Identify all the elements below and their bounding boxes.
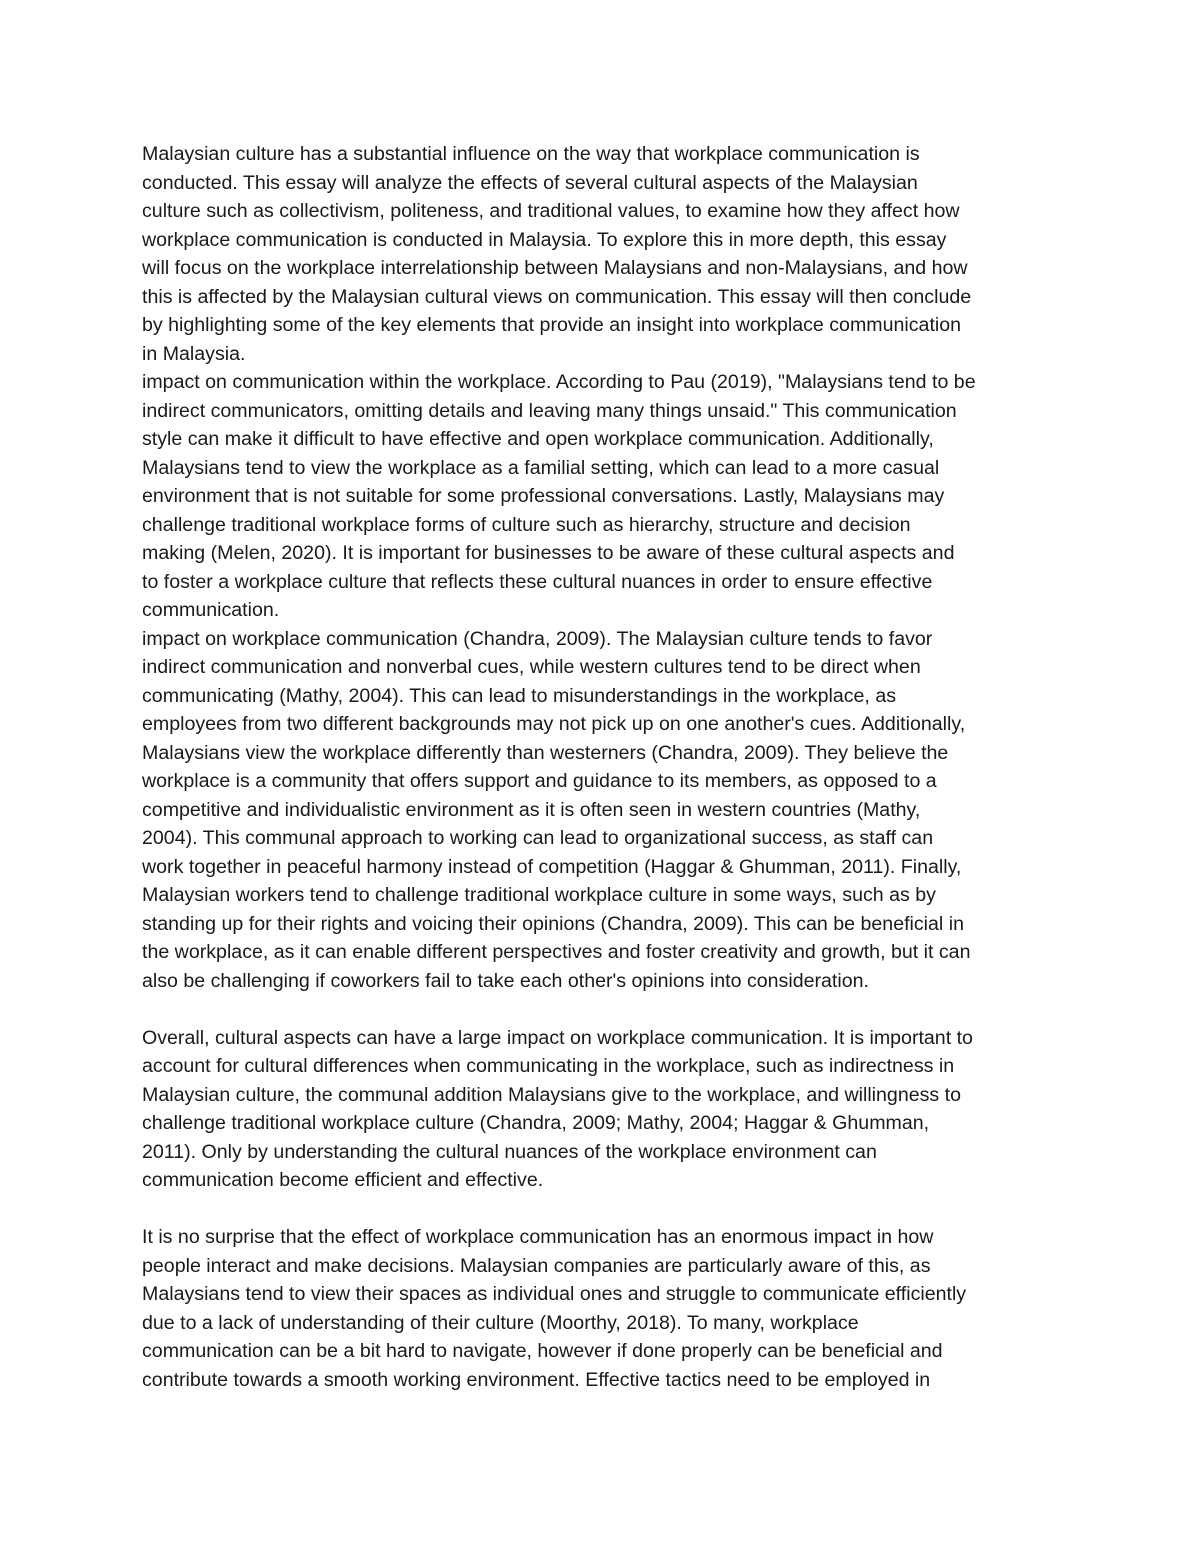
text-line: work together in peaceful harmony instead of competition (Haggar & Ghumman, 2011). Finally, bbox=[142, 855, 962, 878]
text-line: culture such as collectivism, politeness, and traditional values, to examine how they affect how bbox=[142, 200, 960, 222]
text-line: 2004). This communal approach to working can lead to organizational success, as staff can bbox=[142, 827, 934, 849]
text-line: competitive and individualistic environment as it is often seen in western countries (Mathy, bbox=[142, 798, 921, 821]
text-line: workplace communication is conducted in Malaysia. To explore this in more depth, this essay bbox=[142, 228, 947, 251]
paragraph-introduction bbox=[142, 140, 1082, 368]
text-line: the workplace, as it can enable different perspectives and foster creativity and growth, but it can bbox=[142, 941, 971, 963]
text-line: indirect communicators, omitting details and leaving many things unsaid." This communication bbox=[142, 399, 957, 422]
text-line: Malaysians view the workplace differently than westerners (Chandra, 2009). They believe the bbox=[142, 741, 949, 764]
text-line: in Malaysia. bbox=[142, 342, 246, 365]
document-body bbox=[142, 140, 1082, 1394]
text-line: 2011). Only by understanding the cultural nuances of the workplace environment can bbox=[142, 1140, 877, 1163]
text-line: It is no surprise that the effect of workplace communication has an enormous impact in how bbox=[142, 1226, 934, 1248]
text-line: Overall, cultural aspects can have a large impact on workplace communication. It is important to bbox=[142, 1026, 973, 1049]
paragraph-conclusion bbox=[142, 1024, 1082, 1195]
text-line: by highlighting some of the key elements that provide an insight into workplace communication bbox=[142, 314, 962, 336]
paragraph-workplace-effects bbox=[142, 1223, 1082, 1394]
text-line: conducted. This essay will analyze the effects of several cultural aspects of the Malaysian bbox=[142, 171, 918, 194]
text-line: to foster a workplace culture that reflects these cultural nuances in order to ensure effective bbox=[142, 570, 933, 593]
text-line: also be challenging if coworkers fail to take each other's opinions into consideration. bbox=[142, 969, 869, 992]
text-line: communication. bbox=[142, 599, 280, 621]
text-line: Malaysian culture has a substantial influence on the way that workplace communication is bbox=[142, 143, 920, 165]
text-line: employees from two different backgrounds may not pick up on one another's cues. Additionally, bbox=[142, 713, 966, 735]
text-line: challenge traditional workplace forms of culture such as hierarchy, structure and decision bbox=[142, 513, 911, 536]
paragraph-cultural-differences bbox=[142, 625, 1082, 996]
paragraph-spacer bbox=[142, 1195, 1082, 1224]
text-line: people interact and make decisions. Malaysian companies are particularly aware of this, as bbox=[142, 1254, 931, 1277]
text-line: communication can be a bit hard to navigate, however if done properly can be beneficial and bbox=[142, 1340, 943, 1362]
text-line: style can make it difficult to have effective and open workplace communication. Additionally, bbox=[142, 428, 934, 450]
text-line: account for cultural differences when communicating in the workplace, such as indirectness in bbox=[142, 1055, 955, 1077]
paragraph-communication-impact bbox=[142, 368, 1082, 625]
text-line: Malaysian workers tend to challenge traditional workplace culture in some ways, such as by bbox=[142, 884, 936, 906]
text-line: this is affected by the Malaysian cultural views on communication. This essay will then conclude bbox=[142, 285, 972, 308]
text-line: standing up for their rights and voicing their opinions (Chandra, 2009). This can be beneficial in bbox=[142, 912, 964, 935]
text-line: making (Melen, 2020). It is important for businesses to be aware of these cultural aspects and bbox=[142, 542, 955, 564]
text-line: Malaysian culture, the communal addition Malaysians give to the workplace, and willingness to bbox=[142, 1083, 962, 1106]
text-line: indirect communication and nonverbal cues, while western cultures tend to be direct when bbox=[142, 656, 921, 678]
text-line: challenge traditional workplace culture (Chandra, 2009; Mathy, 2004; Haggar & Ghumman, bbox=[142, 1112, 930, 1134]
text-line: Malaysians tend to view the workplace as a familial setting, which can lead to a more casual bbox=[142, 456, 940, 479]
text-line: due to a lack of understanding of their culture (Moorthy, 2018). To many, workplace bbox=[142, 1311, 859, 1334]
text-line: workplace is a community that offers support and guidance to its members, as opposed to a bbox=[142, 770, 937, 792]
text-line: impact on workplace communication (Chandra, 2009). The Malaysian culture tends to favor bbox=[142, 627, 933, 650]
text-line: Malaysians tend to view their spaces as individual ones and struggle to communicate efficiently bbox=[142, 1283, 967, 1305]
text-line: communicating (Mathy, 2004). This can lead to misunderstandings in the workplace, as bbox=[142, 684, 897, 707]
text-line: environment that is not suitable for some professional conversations. Lastly, Malaysians may bbox=[142, 485, 945, 507]
text-line: impact on communication within the workplace. According to Pau (2019), "Malaysians tend to be bbox=[142, 371, 976, 393]
paragraph-spacer bbox=[142, 995, 1082, 1024]
text-line: will focus on the workplace interrelationship between Malaysians and non-Malaysians, and how bbox=[142, 257, 968, 279]
text-line: contribute towards a smooth working environment. Effective tactics need to be employed in bbox=[142, 1368, 931, 1391]
text-line: communication become efficient and effective. bbox=[142, 1169, 544, 1191]
